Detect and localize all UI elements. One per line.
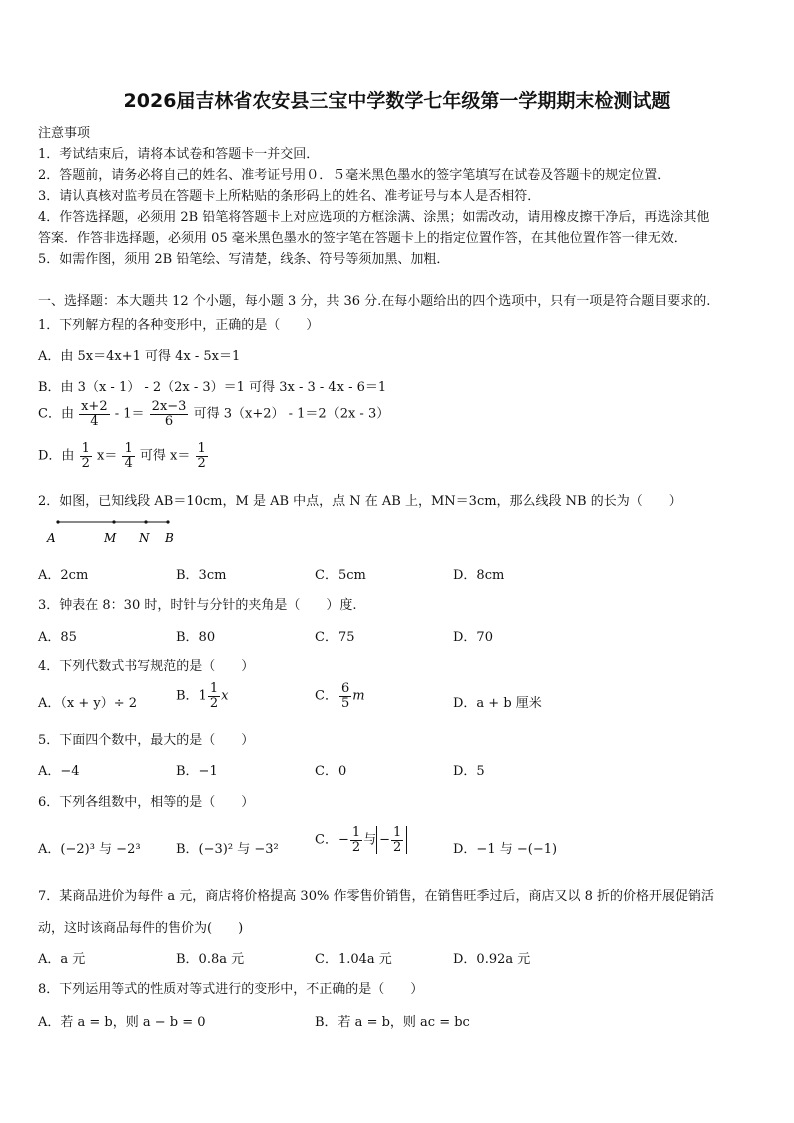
denominator: 2 [393, 839, 402, 855]
numerator: x+2 [81, 399, 108, 414]
fraction [80, 442, 92, 470]
q4-b-prefix: B．1 [176, 688, 207, 704]
numerator: 1 [124, 441, 133, 456]
label-a: A [47, 531, 56, 545]
denominator: 2 [209, 695, 219, 711]
q6-stem: 6．下列各组数中，相等的是（ ） [38, 795, 255, 810]
note-item: 3．请认真核对监考员在答题卡上所粘贴的条形码上的姓名、准考证号与本人是否相符． [38, 189, 541, 204]
q1-d-prefix: D．由 [38, 448, 75, 464]
q5-option-b: B．−1 [176, 764, 218, 779]
numerator: 1 [81, 441, 90, 456]
fraction [150, 400, 189, 428]
fraction [350, 826, 362, 854]
numerator: 6 [340, 681, 350, 696]
q3-option-c: C．75 [315, 630, 355, 645]
denominator: 2 [351, 839, 361, 855]
point-b [166, 520, 169, 523]
q1-c-suffix: 可得 3（x+2） - 1＝2（2x - 3） [193, 406, 390, 422]
segment-figure [40, 512, 190, 548]
numerator: 1 [209, 681, 219, 696]
q3-option-a: A．85 [38, 630, 77, 645]
label-m: M [104, 531, 117, 545]
point-a [56, 520, 59, 523]
q6-option-d: D．−1 与 −(−1) [453, 842, 558, 857]
q6-option-c [315, 826, 407, 854]
numerator: 2x−3 [151, 399, 187, 414]
q5-stem: 5．下面四个数中，最大的是（ ） [38, 733, 255, 748]
q3-stem: 3．钟表在 8：30 时，时针与分针的夹角是（ ）度. [38, 598, 357, 613]
q1-option-d [38, 442, 209, 470]
numerator: 1 [393, 825, 402, 840]
q7-option-a: A．a 元 [38, 952, 86, 967]
q6-c-mid: 与 [363, 832, 377, 848]
q5-option-d: D．5 [453, 764, 485, 779]
q8-option-a: A．若 a = b，则 a − b = 0 [38, 1015, 206, 1030]
q7-stem-line2: 动，这时该商品每件的售价为( ) [38, 921, 244, 936]
q1-option-a: A．由 5x＝4x+1 可得 4x - 5x＝1 [38, 349, 241, 364]
fraction [391, 826, 403, 854]
q4-option-d: D．a + b 厘米 [453, 696, 542, 711]
q2-option-b: B．3cm [176, 568, 227, 583]
fraction [339, 682, 351, 710]
fraction [122, 442, 134, 470]
q8-option-b: B．若 a = b，则 ac = bc [315, 1015, 470, 1030]
denominator: 4 [124, 455, 133, 471]
q4-option-b [176, 682, 228, 710]
q5-option-c: C．0 [315, 764, 347, 779]
q1-stem: 1．下列解方程的各种变形中，正确的是（ ） [38, 318, 320, 333]
numerator: 1 [351, 825, 361, 840]
q5-option-a: A．−4 [38, 764, 80, 779]
denominator: 6 [164, 413, 174, 429]
q1-d-mid: 可得 x＝ [139, 448, 191, 464]
q4-c-prefix: C． [315, 688, 338, 704]
q7-option-d: D．0.92a 元 [453, 952, 531, 967]
q7-option-c: C．1.04a 元 [315, 952, 392, 967]
q6-c-prefix: C．− [315, 832, 349, 848]
q6-option-b: B．(−3)² 与 −3² [176, 842, 279, 857]
label-b: B [165, 531, 174, 545]
q4-b-var: x [221, 688, 229, 704]
q6-option-a: A．(−2)³ 与 −2³ [38, 842, 141, 857]
note-item: 4．作答选择题，必须用 2B 铅笔将答题卡上对应选项的方框涂满、涂黑；如需改动，请用橡皮擦干净后，再选涂其他 [38, 210, 710, 225]
q1-option-b: B．由 3（x - 1） - 2（2x - 3）＝1 可得 3x - 3 - 4x - 6＝1 [38, 380, 387, 395]
denominator: 4 [90, 413, 99, 429]
fraction [208, 682, 220, 710]
q4-option-a: A．（x + y）÷ 2 [38, 696, 138, 711]
point-m [112, 520, 115, 523]
notes-heading: 注意事项 [38, 126, 91, 141]
q3-option-d: D．70 [453, 630, 493, 645]
page-title: 2026届吉林省农安县三宝中学数学七年级第一学期期末检测试题 [123, 90, 671, 112]
fraction [79, 400, 110, 428]
q1-option-c [38, 400, 389, 428]
label-n: N [139, 531, 150, 545]
section-heading: 一、选择题：本大题共 12 个小题，每小题 3 分，共 36 分.在每小题给出的四个选项中，只有一项是符合题目要求的. [38, 294, 711, 309]
q1-c-prefix: C．由 [38, 406, 74, 422]
absolute-value: − $\frac{1}{2}$ [376, 826, 407, 854]
q1-d-mid: x＝ [97, 448, 118, 464]
q2-option-d: D．8cm [453, 568, 505, 583]
q2-option-c: C．5cm [315, 568, 366, 583]
q7-option-b: B．0.8a 元 [176, 952, 245, 967]
q3-option-b: B．80 [176, 630, 216, 645]
denominator: 5 [340, 695, 350, 711]
q1-c-mid: - 1＝ [114, 406, 145, 422]
note-item: 1．考试结束后，请将本试卷和答题卡一并交回． [38, 147, 320, 162]
note-item: 答案．作答非选择题，必须用 05 毫米黑色墨水的签字笔在答题卡上的指定位置作答，在其他位置作答一律无效． [38, 231, 687, 246]
fraction [196, 442, 208, 470]
denominator: 2 [81, 455, 90, 471]
q4-c-var: m [352, 688, 365, 704]
numerator: 1 [197, 441, 206, 456]
denominator: 2 [197, 455, 206, 471]
q4-stem: 4．下列代数式书写规范的是（ ） [38, 659, 255, 674]
note-item: 2．答题前，请务必将自己的姓名、准考证号用０．５毫米黑色墨水的签字笔填写在试卷及答题卡的规定位置． [38, 168, 671, 183]
q7-stem-line1: 7．某商品进价为每件 a 元，商店将价格提高 30% 作零售价销售，在销售旺季过后，商店又以 8 折的价格开展促销活 [38, 889, 714, 904]
q2-stem: 2．如图，已知线段 AB＝10cm，M 是 AB 中点，点 N 在 AB 上，MN＝3cm，那么线段 NB 的长为（ ） [38, 494, 682, 509]
q2-option-a: A．2cm [38, 568, 89, 583]
point-n [144, 520, 147, 523]
q4-option-c [315, 682, 365, 710]
q8-stem: 8．下列运用等式的性质对等式进行的变形中，不正确的是（ ） [38, 982, 424, 997]
note-item: 5．如需作图，须用 2B 铅笔绘、写清楚，线条、符号等须加黑、加粗． [38, 252, 450, 267]
